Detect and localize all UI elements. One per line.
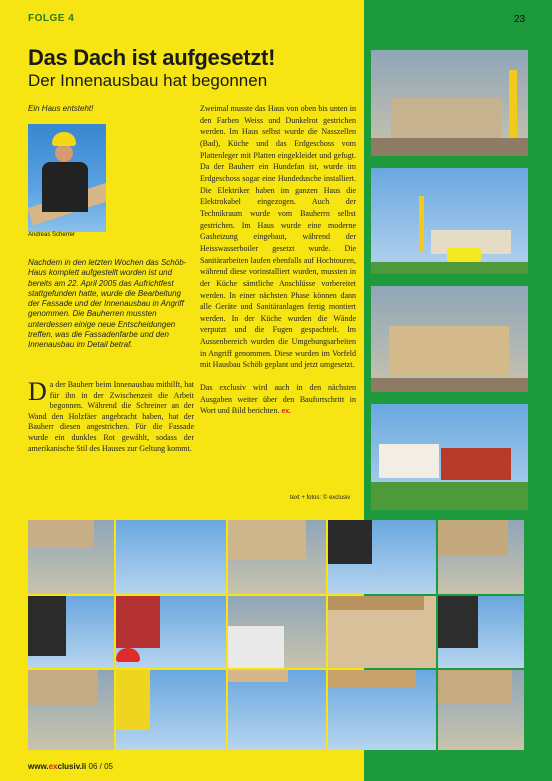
grid-photo-9	[328, 596, 436, 668]
grid-photo-3	[228, 520, 326, 594]
grid-photo-15	[438, 670, 524, 750]
article-title: Das Dach ist aufgesetzt!	[28, 45, 276, 70]
grid-photo-2	[116, 520, 226, 594]
footer-site: www.exclusiv.li 06 / 05	[28, 762, 113, 771]
photo-finished-house	[371, 404, 528, 510]
body-right-paragraph-2: Das exclusiv wird auch in den nächsten Ausgaben weiter über den Baufortschritt in Wort und Bild berichten. ex.	[200, 383, 356, 416]
body-column-right	[200, 103, 356, 418]
grid-photo-8	[228, 596, 326, 668]
grid-photo-13	[228, 670, 326, 750]
series-label: FOLGE 4	[28, 13, 75, 24]
grid-photo-4	[328, 520, 436, 594]
body-left-text: a der Bauherr beim Innenausbau mithilft, hat für ihn in der Zwischenzeit die Arbeit begonnen. Während die Schreiner an der Wand den Holzfäer angebracht haben, hat der Bauherr diesen angestrichen. Für die Fassade wurde ein dunkles Rot gewählt, sodass der amerikanische Stil des Hauses zur Geltung kommt.	[28, 380, 194, 453]
grid-photo-1	[28, 520, 114, 594]
body-right-paragraph-1: Zweimal musste das Haus von oben bis unten in den Farben Weiss und Dunkelrot gestrichen werden. Im Haus selbst wurde die Nasszellen (Bad), Küche und das Erdgeschoss vom Plattenleger mit Platten eingekleidet und gefugt. Da der Bauherr ein Hundefan ist, wurde im Erdgeschoss sogar eine Hundedusche installiert. Die Elektriker haben im ganzen Haus die Elektrokabel eingezogen. Auch der Technikraum wurde vom Bauherrn selbst gestrichen. Im Haus wurde eine moderne Gasheizung eingebaut, während der Heisswasserboiler gesetzt wurde. Die Sanitärarbeiten laufen ebenfalls auf Hochtouren, während diese vorinstalliert wurden, mussten in der Küche sämtliche Anschlüsse vorbereitet werden. In einer nächsten Phase können dann alle Geräte und Sanitäranlagen fertig montiert werden. In der Küche wurden die Wände verputzt und die Fugen gespachtelt. Im Aussenbereich wurden die Umgebungsarbeiten in Angriff genommen. Diese wurden im Vorfeld mit Hausbau Schöb geplant und jetzt umgesetzt.	[200, 104, 356, 370]
body-column-left	[28, 377, 194, 454]
grid-photo-14	[328, 670, 436, 750]
portrait-photo	[28, 124, 106, 232]
drop-cap: D	[28, 377, 47, 406]
grid-photo-11	[28, 670, 114, 750]
photo-house-construction-1	[371, 50, 528, 156]
page-number: 23	[514, 14, 526, 25]
grid-photo-5	[438, 520, 524, 594]
grid-photo-12	[116, 670, 226, 750]
article-kicker: Ein Haus entsteht!	[28, 104, 94, 113]
grid-photo-6	[28, 596, 114, 668]
photo-house-construction-2	[371, 168, 528, 274]
grid-photo-10	[438, 596, 524, 668]
photo-credit: text + fotos: © exclusiv	[290, 495, 351, 501]
portrait-caption: Andreas Scherrer	[28, 232, 76, 238]
grid-photo-7	[116, 596, 226, 668]
issue-number: 06 / 05	[88, 762, 113, 771]
ex-sign-off: ex.	[281, 408, 292, 416]
article-subtitle: Der Innenausbau hat begonnen	[28, 71, 268, 90]
article-intro: Nachdem in den letzten Wochen das Schöb-Haus komplett aufgestellt worden ist und bereits am 22. April 2005 das Aufrichtfest stattgefunden hatte, wurde die Bearbeitung der Fassade und der Innenausbau in Angriff genommen. Die Bauherren mussten unterdessen einige neue Entscheidungen treffen, was die Fassadenfarbe und den Innenausbau im Detail betraf.	[28, 258, 187, 350]
photo-house-construction-3	[371, 286, 528, 392]
